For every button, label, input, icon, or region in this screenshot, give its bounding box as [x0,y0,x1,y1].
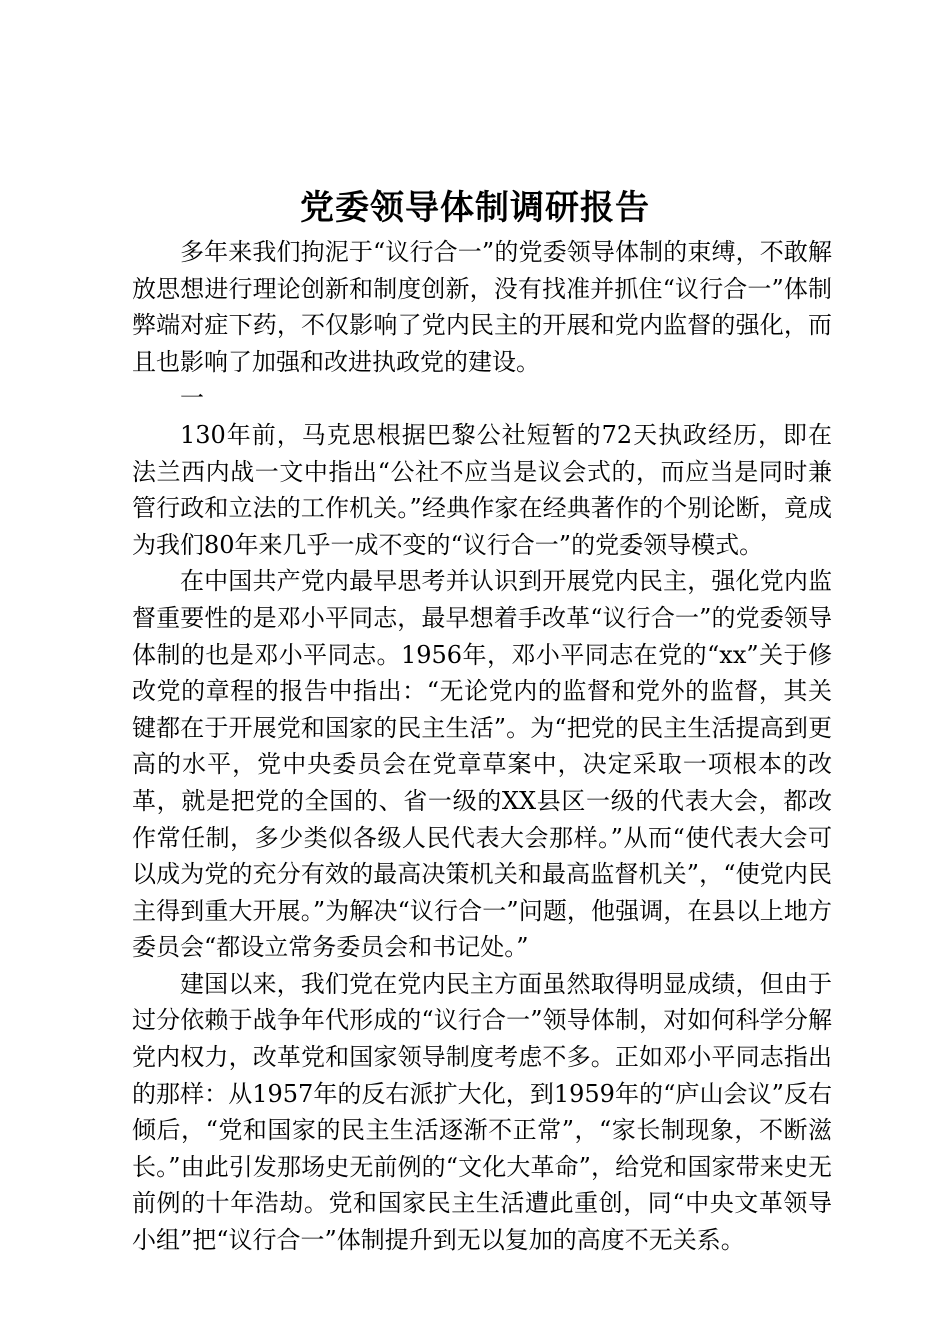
body-paragraph: 130年前，马克思根据巴黎公社短暂的72天执政经历，即在法兰西内战一文中指出“公社不应当是议会式的，而应当是同时兼管行政和立法的工作机关。”经典作家在经典著作的个别论断，竟成为我们80年来几乎一成不变的“议行合一”的党委领导模式。 [132,420,832,559]
section-number: 一 [180,384,204,413]
body-paragraph: 建国以来，我们党在党内民主方面虽然取得明显成绩，但由于过分依赖于战争年代形成的“议行合一”领导体制，对如何科学分解党内权力，改革党和国家领导制度考虑不多。正如邓小平同志指出的那样：从1957年的反右派扩大化，到1959年的“庐山会议”反右倾后，“党和国家的民主生活逐渐不正常”，“家长制现象，不断滋长。”由此引发那场史无前例的“文化大革命”，给党和国家带来史无前例的十年浩劫。党和国家民主生活遭此重创，同“中央文革领导小组”把“议行合一”体制提升到无以复加的高度不无关系。 [132,969,832,1255]
body-paragraph: 在中国共产党内最早思考并认识到开展党内民主，强化党内监督重要性的是邓小平同志，最早想着手改革“议行合一”的党委领导体制的也是邓小平同志。1956年，邓小平同志在党的“xx”关于修改党的章程的报告中指出：“无论党内的监督和党外的监督，其关键都在于开展党和国家的民主生活”。为“把党的民主生活提高到更高的水平，党中央委员会在党章草案中，决定采取一项根本的改革，就是把党的全国的、省一级的XX县区一级的代表大会，都改作常任制，多少类似各级人民代表大会那样。”从而“使代表大会可以成为党的充分有效的最高决策机关和最高监督机关”，“使党内民主得到重大开展。”为解决“议行合一”问题，他强调，在县以上地方委员会“都设立常务委员会和书记处。” [132,567,832,962]
document-body [132,234,832,1259]
document-title: 党委领导体制调研报告 [300,188,650,228]
intro-paragraph: 多年来我们拘泥于“议行合一”的党委领导体制的束缚，不敢解放思想进行理论创新和制度创新，没有找准并抓住“议行合一”体制弊端对症下药，不仅影响了党内民主的开展和党内监督的强化，而且也影响了加强和改进执政党的建设。 [132,238,832,376]
